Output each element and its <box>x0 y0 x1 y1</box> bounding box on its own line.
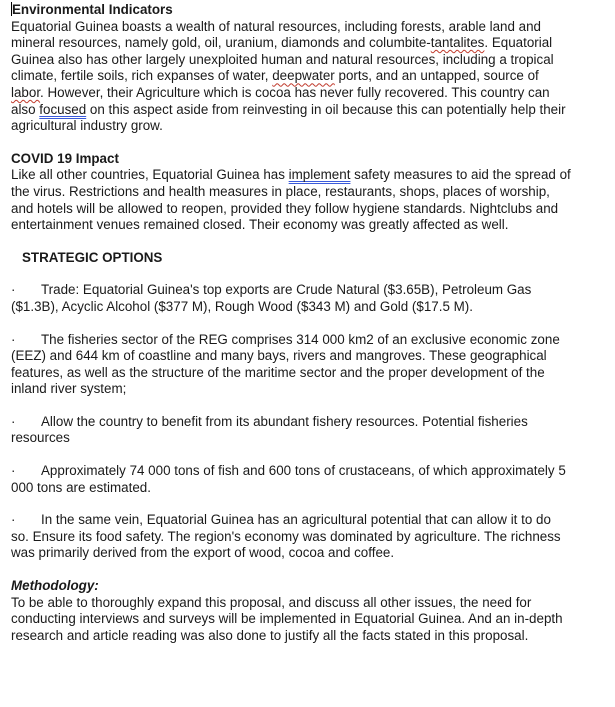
list-item[interactable] <box>11 512 571 562</box>
strategic-section <box>11 250 571 562</box>
bullet-icon: · <box>11 463 16 479</box>
env-text-4: . However, their Agriculture which is cocoa has never fully recovered. This country can also <box>11 84 550 117</box>
bullet-icon: · <box>11 512 16 528</box>
spacer <box>11 496 571 512</box>
methodology-section <box>11 578 571 644</box>
methodology-paragraph[interactable]: To be able to thoroughly expand this proposal, and discuss all other issues, the need for conducting interviews and surveys will be implemented in Equatorial Guinea. And an in-depth research and article reading was also done to justify all the facts stated in this proposal. <box>11 594 563 643</box>
strategic-heading: STRATEGIC OPTIONS <box>22 249 163 265</box>
list-item[interactable] <box>11 414 571 447</box>
list-item[interactable] <box>11 463 571 496</box>
list-item[interactable] <box>11 332 571 398</box>
methodology-heading: Methodology: <box>11 578 99 594</box>
list-item-text: Trade: Equatorial Guinea's top exports are Crude Natural ($3.65B), Petroleum Gas ($1.3B), Acyclic Alcohol ($377 M), Rough Wood ($343 M) and Gold ($17.5 M). <box>11 282 532 314</box>
bullet-icon: · <box>11 413 16 429</box>
env-paragraph[interactable] <box>11 19 571 135</box>
bullet-icon: · <box>11 331 16 347</box>
env-text-1: Equatorial Guinea boasts a wealth of natural resources, including forests, arable land and mineral resources, namely gold, oil, uranium, diamonds and columbite- <box>11 18 541 51</box>
covid-paragraph[interactable] <box>11 167 571 233</box>
spacer <box>11 316 571 332</box>
grammar-error-implement[interactable]: implement <box>288 167 351 183</box>
spacer <box>11 447 571 463</box>
spacer <box>11 562 571 578</box>
env-heading <box>11 2 571 19</box>
list-item-text: The fisheries sector of the REG comprises 314 000 km2 of an exclusive economic zone (EEZ) and 644 km of coastline and many bays, rivers and mangroves. These geographical features, as well as the structure of the maritime sector and the proper development of the inland river system; <box>11 331 560 397</box>
spelling-error-labor[interactable]: labor <box>11 84 41 100</box>
env-heading-text: Environmental Indicators <box>12 2 173 17</box>
spacer <box>11 398 571 414</box>
grammar-error-focused[interactable]: focused <box>39 101 87 117</box>
bullet-icon: · <box>11 282 16 298</box>
spacer <box>11 135 571 151</box>
spelling-error-tantalites[interactable]: tantalites <box>430 35 485 51</box>
env-text-5: on this aspect aside from reinvesting in oil because this can potentially help their agricultural industry grow. <box>11 101 566 134</box>
env-text-3: ports, and an untapped, source of <box>334 68 539 84</box>
list-item-text: Approximately 74 000 tons of fish and 600 tons of crustaceans, of which approximately 5 000 tons are estimated. <box>11 463 566 495</box>
covid-heading: COVID 19 Impact <box>11 150 119 166</box>
covid-text-2: safety measures to aid the spread of the virus. Restrictions and health measures in place, restaurants, shops, places of worship, and hotels will be allowed to reopen, provided they follow hygiene standards. Nightclubs and entertainment venues remained closed. Their economy was greatly affected as well. <box>11 167 571 233</box>
list-item[interactable] <box>11 282 571 315</box>
spacer <box>11 234 571 250</box>
covid-text-1: Like all other countries, Equatorial Guinea has <box>11 167 289 183</box>
env-text-2: . Equatorial Guinea also has other largely unexploited human and natural resources, including a tropical climate, fertile soils, rich expanses of water, <box>11 35 554 84</box>
spelling-error-deepwater[interactable]: deepwater <box>272 68 335 84</box>
env-section <box>11 2 571 135</box>
list-item-text: Allow the country to benefit from its abundant fishery resources. Potential fisheries resources <box>11 413 528 446</box>
list-item-text: In the same vein, Equatorial Guinea has an agricultural potential that can allow it to do so. Ensure its food safety. The region's economy was dominated by agriculture. The richness was primarily derived from the export of wood, cocoa and coffee. <box>11 512 561 561</box>
spacer <box>11 266 571 282</box>
document-page[interactable] <box>11 2 571 644</box>
covid-section <box>11 151 571 234</box>
